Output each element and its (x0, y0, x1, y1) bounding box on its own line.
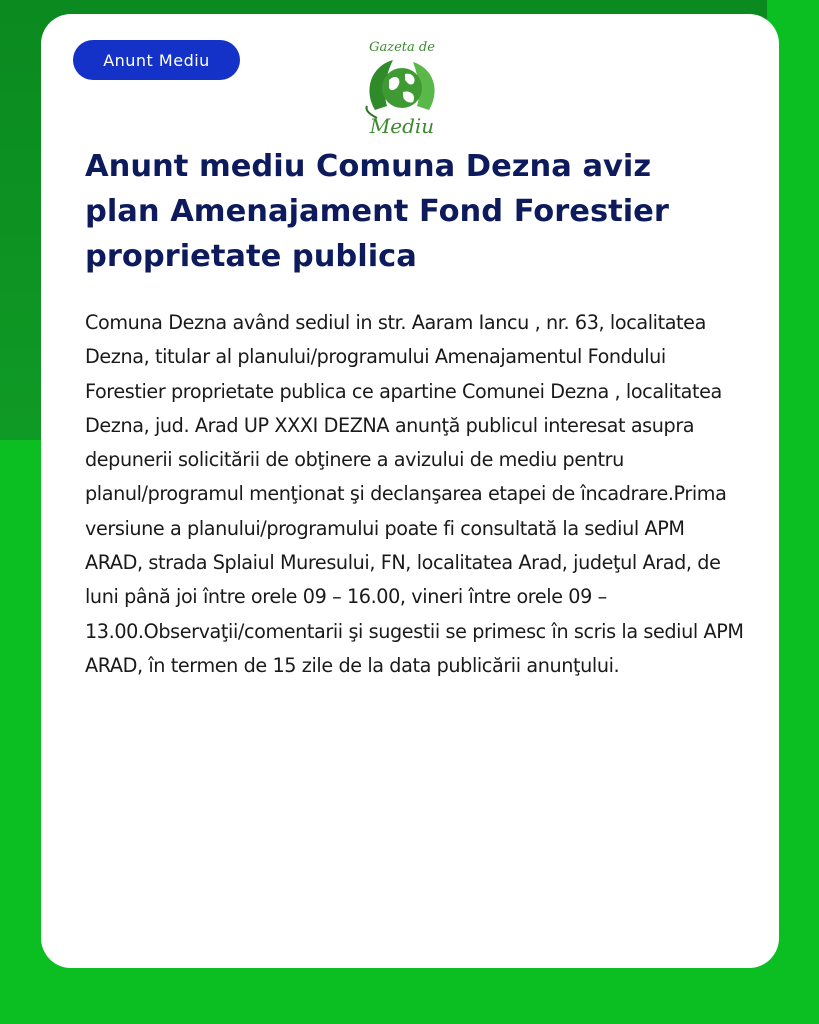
logo-top-text: Gazeta de (369, 40, 435, 55)
gazeta-de-mediu-logo (357, 40, 447, 140)
category-badge[interactable]: Anunt Mediu (73, 40, 240, 80)
logo-bottom-text: Mediu (369, 114, 435, 138)
announcement-card (41, 14, 779, 968)
article-title: Anunt mediu Comuna Dezna aviz plan Amenajament Fond Forestier proprietate publica (85, 149, 669, 274)
article-body: Comuna Dezna având sediul in str. Aaram Iancu , nr. 63, localitatea Dezna, titular al planului/programului Amenajamentul Fondului Forestier proprietate publica ce apartine Comunei Dezna , localitatea Dezna, jud. Arad UP XXXI DEZNA anunţă publicul interesat asupra depunerii solicitării de obţinere a avizului de mediu pentru planul/programul menţionat şi declanşarea etapei de încadrare.Prima versiune a planului/programului poate fi consultată la sediul APM ARAD, strada Splaiul Muresului, FN, localitatea Arad, judeţul Arad, de luni până joi între orele 09 – 16.00, vineri între orele 09 – 13.00.Observaţii/comentarii şi sugestii se primesc în scris la sediul APM ARAD, în termen de 15 zile de la data publicării anunţului. (85, 311, 744, 677)
